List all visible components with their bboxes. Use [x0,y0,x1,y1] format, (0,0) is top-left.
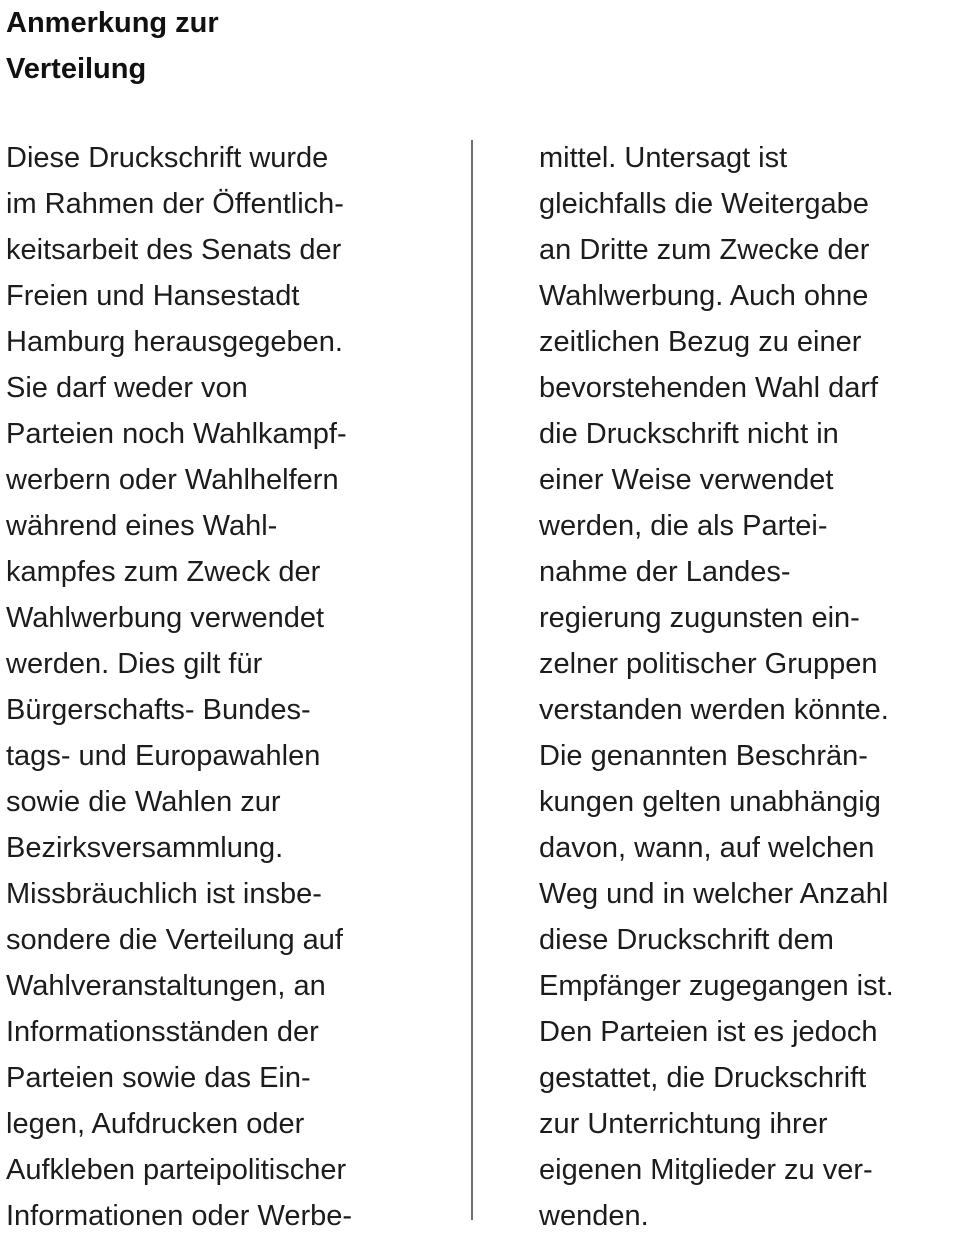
text-line: davon, wann, auf welchen [539,832,875,864]
text-line: Wahlwerbung verwendet [6,602,325,634]
text-line: regierung zugunsten ein- [539,602,860,634]
text-line: im Rahmen der Öffentlich- [6,188,344,220]
text-line: Wahlveranstaltungen, an [6,970,326,1002]
text-line: legen, Aufdrucken oder [6,1108,305,1140]
text-line: Missbräuchlich ist insbe- [6,878,322,910]
text-line: Hamburg herausgegeben. [6,326,343,358]
text-line: Freien und Hansestadt [6,280,300,312]
text-line: Die genannten Beschrän- [539,740,868,772]
text-line: Bezirksversammlung. [6,832,284,864]
right-text-column [539,135,959,1239]
text-line: zelner politischer Gruppen [539,648,878,680]
left-text-column [6,135,461,1239]
text-line: Parteien sowie das Ein- [6,1062,311,1094]
text-line: Wahlwerbung. Auch ohne [539,280,869,312]
text-line: die Druckschrift nicht in [539,418,839,450]
text-line: Den Parteien ist es jedoch [539,1016,878,1048]
page-title-line-2: Verteilung [6,53,147,85]
text-line: Informationsständen der [6,1016,319,1048]
text-line: einer Weise verwendet [539,464,834,496]
text-line: kungen gelten unabhängig [539,786,881,818]
text-line: Informationen oder Werbe- [6,1200,353,1232]
text-line: während eines Wahl- [6,510,278,542]
text-line: Sie darf weder von [6,372,248,404]
text-line: sowie die Wahlen zur [6,786,281,818]
text-line: kampfes zum Zweck der [6,556,321,588]
text-line: nahme der Landes- [539,556,791,588]
text-line: Bürgerschafts- Bundes- [6,694,311,726]
text-line: eigenen Mitglieder zu ver- [539,1154,873,1186]
text-line: werden, die als Partei- [539,510,828,542]
text-line: tags- und Europawahlen [6,740,321,772]
text-line: sondere die Verteilung auf [6,924,343,956]
text-line: werden. Dies gilt für [6,648,263,680]
text-line: Weg und in welcher Anzahl [539,878,889,910]
text-line: keitsarbeit des Senats der [6,234,342,266]
page-title-line-1: Anmerkung zur [6,7,219,39]
text-line: zeitlichen Bezug zu einer [539,326,862,358]
text-line: Aufkleben parteipolitischer [6,1154,347,1186]
text-line: gestattet, die Druckschrift [539,1062,867,1094]
page-title [6,0,219,92]
text-line: wenden. [539,1200,649,1232]
text-line: Empfänger zugegangen ist. [539,970,894,1002]
text-line: mittel. Untersagt ist [539,142,788,174]
text-line: werbern oder Wahlhelfern [6,464,339,496]
text-line: an Dritte zum Zwecke der [539,234,870,266]
column-divider [471,140,473,1220]
text-line: bevorstehenden Wahl darf [539,372,879,404]
text-line: zur Unterrichtung ihrer [539,1108,828,1140]
text-line: diese Druckschrift dem [539,924,834,956]
text-line: verstanden werden könnte. [539,694,889,726]
text-line: Parteien noch Wahlkampf- [6,418,347,450]
text-line: gleichfalls die Weitergabe [539,188,869,220]
text-line: Diese Druckschrift wurde [6,142,329,174]
